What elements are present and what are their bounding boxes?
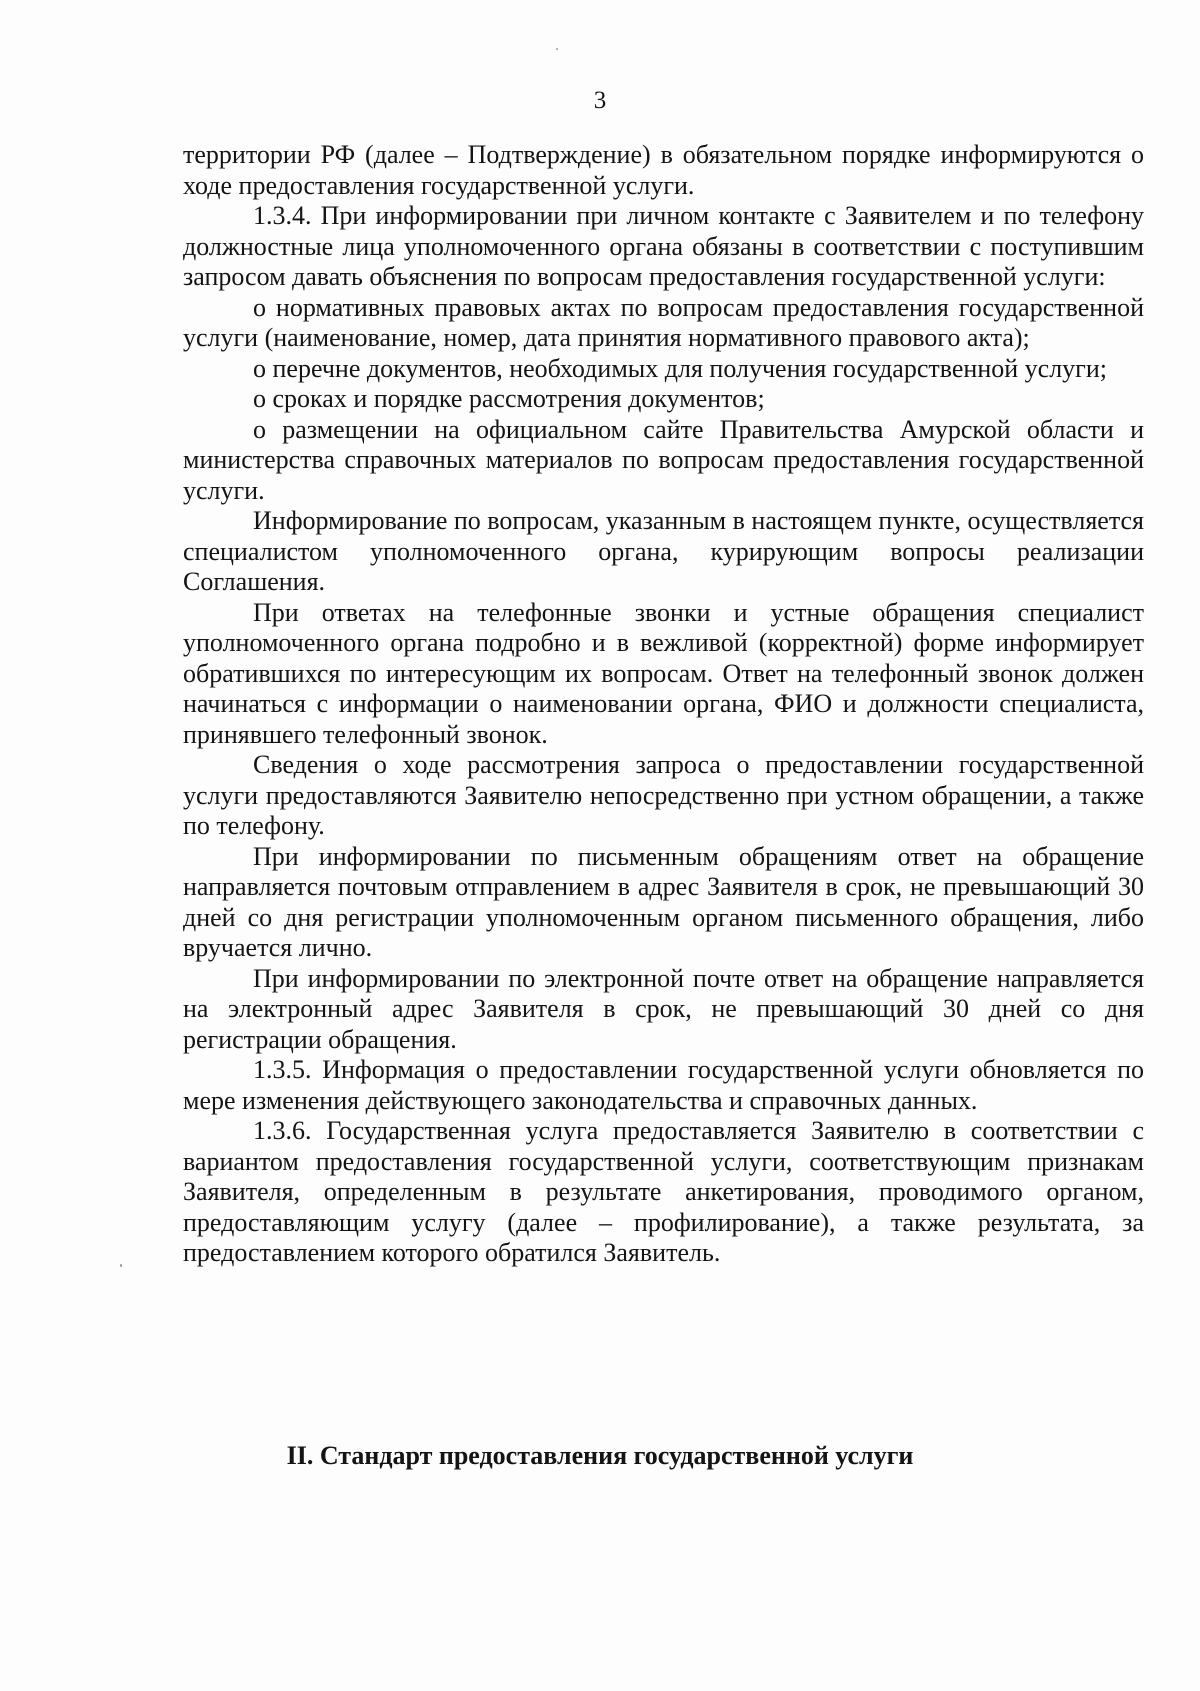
paragraph: 1.3.4. При информировании при личном контакте с Заявителем и по телефону должностные лица уполномоченного органа обязаны в соответствии с поступившим запросом давать объяснения по вопросам предоставления государственной услуги: — [183, 201, 1144, 291]
scan-speck — [556, 48, 558, 50]
section-heading: II. Стандарт предоставления государственной услуги — [286, 1441, 914, 1470]
scan-speck — [120, 1264, 122, 1267]
list-item: о сроках и порядке рассмотрения документов; — [253, 384, 765, 413]
paragraph: Сведения о ходе рассмотрения запроса о предоставлении государственной услуги предоставляются Заявителю непосредственно при устном обращении, а также по телефону. — [183, 750, 1144, 840]
page-number: 3 — [593, 87, 607, 114]
paragraph: Информирование по вопросам, указанным в настоящем пункте, осуществляется специалистом уполномоченного органа, курирующим вопросы реализации Соглашения. — [183, 506, 1144, 596]
paragraph: При ответах на телефонные звонки и устные обращения специалист уполномоченного органа подробно и в вежливой (корректной) форме информирует обратившихся по интересующим их вопросам. Ответ на телефонный звонок должен начинаться с информации о наименовании органа, ФИО и должности специалиста, принявшего телефонный звонок. — [183, 597, 1144, 749]
paragraph: 1.3.5. Информация о предоставлении государственной услуги обновляется по мере изменения действующего законодательства и справочных данных. — [183, 1055, 1144, 1115]
paragraph: При информировании по письменным обращениям ответ на обращение направляется почтовым отправлением в адрес Заявителя в срок, не превышающий 30 дней со дня регистрации уполномоченным органом письменного обращения, либо вручается лично. — [183, 841, 1144, 962]
body-text — [183, 140, 1144, 1269]
list-item: о размещении на официальном сайте Правительства Амурской области и министерства справочных материалов по вопросам предоставления государственной услуги. — [183, 414, 1144, 505]
paragraph: территории РФ (далее – Подтверждение) в обязательном порядке информируются о ходе предоставления государственной услуги. — [183, 140, 1144, 200]
paragraph: При информировании по электронной почте ответ на обращение направляется на электронный адрес Заявителя в срок, не превышающий 30 дней со дня регистрации обращения. — [183, 963, 1144, 1054]
list-item: о перечне документов, необходимых для получения государственной услуги; — [253, 353, 1107, 383]
paragraph: 1.3.6. Государственная услуга предоставляется Заявителю в соответствии с вариантом предоставления государственной услуги, соответствующим признакам Заявителя, определенным в результате анкетирования, проводимого органом, предоставляющим услугу (далее – профилирование), а также результата, за предоставлением которого обратился Заявитель. — [183, 1116, 1144, 1267]
list-item: о нормативных правовых актах по вопросам предоставления государственной услуги (наименование, номер, дата принятия нормативного правового акта); — [183, 292, 1144, 352]
